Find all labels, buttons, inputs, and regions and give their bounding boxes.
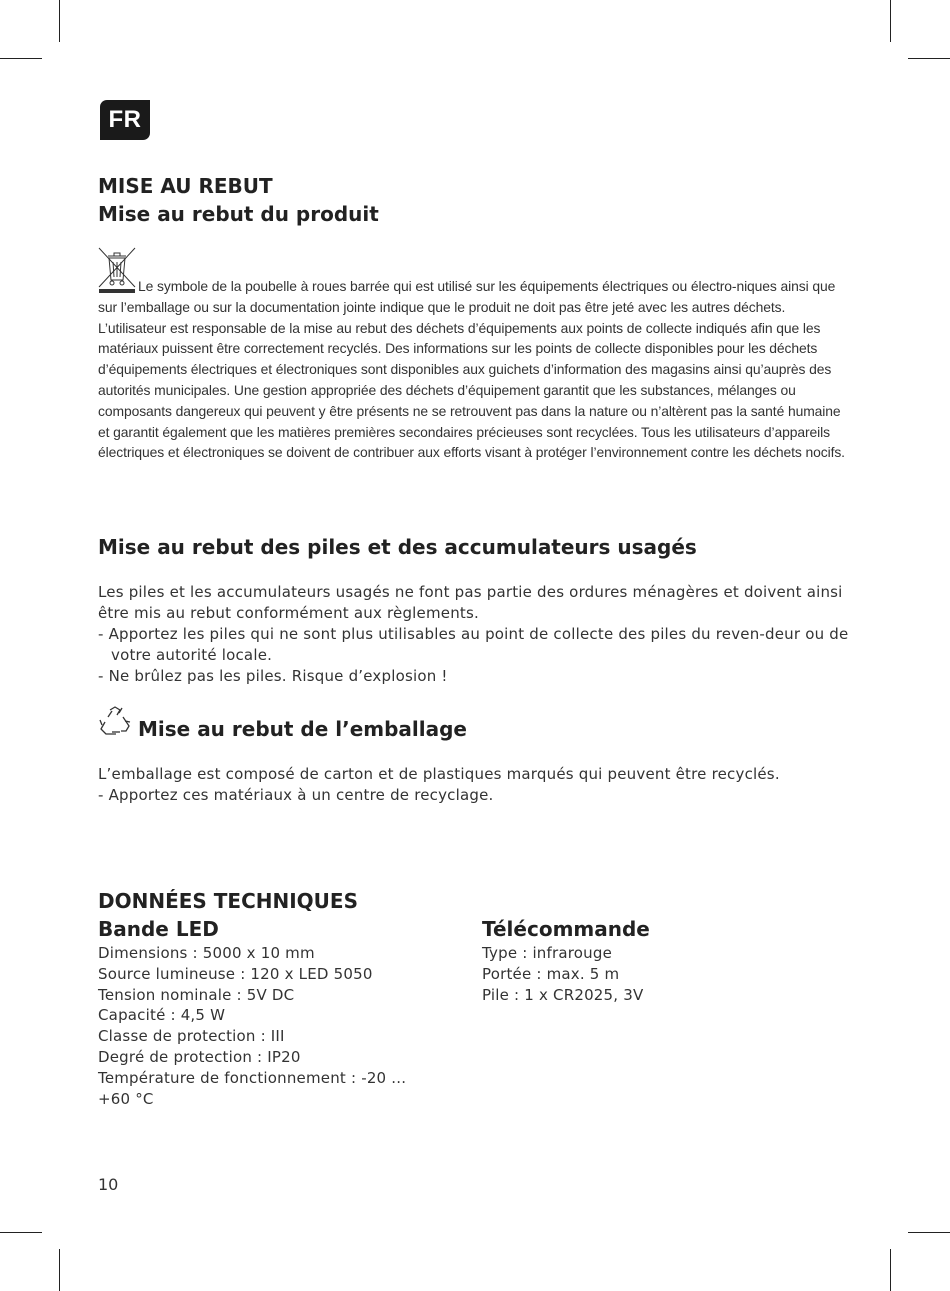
spec-row: Type : infrarouge: [482, 944, 613, 962]
batteries-intro: Les piles et les accumulateurs usagés ne font pas partie des ordures ménagères et doivent ainsi être mis au rebut conformément aux règlements.: [98, 583, 843, 622]
list-item: - Apportez ces matériaux à un centre de recyclage.: [98, 786, 494, 804]
packaging-text: L’emballage est composé de carton et de plastiques marqués qui peuvent être recyclés.: [98, 765, 780, 783]
weee-disposal-text: Le symbole de la poubelle à roues barrée qui est utilisé sur les équipements électriques ou électro-niques ainsi que sur l’emballage ou sur la documentation jointe indique que le produit ne doit pas être jeté avec les autres déchets. L’utilisateur est responsable de la mise au rebut des déchets d’équipements aux points de collecte indiqués afin que les matériaux puissent être correctement recyclés. Des informations sur les points de collecte disponibles pour les déchets d’équipements électriques et électroniques sont disponibles aux guichets d’information des magasins ainsi qu’auprès des autorités municipales. Une gestion appropriée des déchets d’équipement garantit que les substances, mélanges ou composants dangereux qui peuvent y être présents ne se retrouvent pas dans la nature ou n’altèrent pas la santé humaine et garantit également que les matières premières secondaires précieuses sont recyclées. Tous les utilisateurs d’appareils électriques et électroniques se doivent de contribuer aux efforts visant à protéger l’environnement contre les déchets nocifs.: [98, 278, 845, 461]
product-disposal-subtitle: Mise au rebut du produit: [98, 202, 379, 226]
crop-mark: [0, 1232, 42, 1233]
page-number: 10: [98, 1175, 119, 1194]
spec-row: Source lumineuse : 120 x LED 5050: [98, 964, 373, 983]
crop-mark: [890, 0, 891, 42]
spec-row: Classe de protection : III: [98, 1027, 285, 1046]
crop-mark: [59, 0, 60, 42]
remote-control-specs: [482, 943, 643, 1005]
led-strip-title: Bande LED: [98, 917, 219, 941]
disposal-title: MISE AU REBUT: [98, 174, 273, 198]
crop-mark: [908, 58, 950, 59]
remote-control-title: Télécommande: [482, 917, 650, 941]
list-item: - Ne brûlez pas les piles. Risque d’explosion !: [98, 667, 448, 685]
crop-mark: [0, 58, 42, 59]
spec-row: Dimensions : 5000 x 10 mm: [98, 944, 315, 962]
spec-row: Portée : max. 5 m: [482, 964, 620, 983]
list-item: - Apportez les piles qui ne sont plus utilisables au point de collecte des piles du reven-deur ou de votre autorité locale.: [98, 625, 849, 664]
packaging-disposal-section: [98, 764, 818, 806]
language-badge: FR: [100, 100, 150, 140]
spec-row: Capacité : 4,5 W: [98, 1006, 226, 1025]
crop-mark: [908, 1232, 950, 1233]
recycling-icon: [98, 706, 132, 738]
packaging-disposal-subtitle: Mise au rebut de l’emballage: [138, 717, 467, 741]
spec-row: Degré de protection : IP20: [98, 1047, 301, 1066]
spec-row: Pile : 1 x CR2025, 3V: [482, 985, 644, 1004]
crop-mark: [890, 1249, 891, 1291]
led-strip-specs: [98, 943, 406, 1109]
spec-row: +60 °C: [98, 1089, 154, 1108]
spec-row: Température de fonctionnement : -20 ...: [98, 1068, 407, 1087]
technical-data-title: DONNÉES TECHNIQUES: [98, 889, 358, 913]
batteries-disposal-subtitle: Mise au rebut des piles et des accumulateurs usagés: [98, 535, 697, 559]
spec-row: Tension nominale : 5V DC: [98, 985, 295, 1004]
crop-mark: [59, 1249, 60, 1291]
batteries-disposal-section: [98, 582, 850, 687]
